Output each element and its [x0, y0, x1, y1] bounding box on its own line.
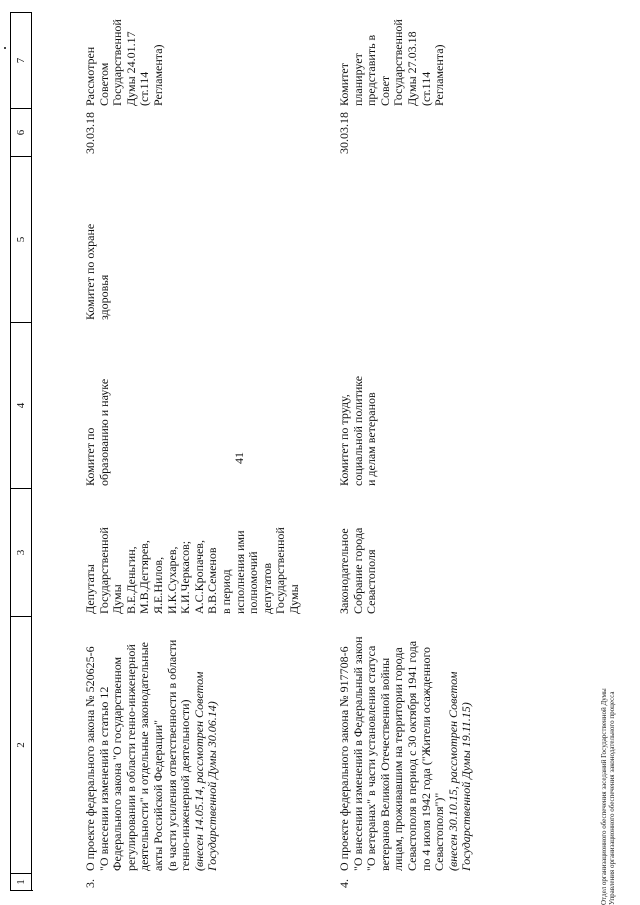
- date-text: 30.03.18: [337, 112, 351, 154]
- header-cell-2: 2: [11, 616, 32, 873]
- bill-note-line: (внесен 14.05.14, рассмотрен Советом: [191, 671, 206, 871]
- cell-committee: [84, 323, 302, 489]
- bill-title-line: О проекте федерального закона № 917708-6: [337, 646, 351, 871]
- bill-title-line: генно-инженерной деятельности): [178, 699, 193, 871]
- author-line: депутатов: [259, 562, 274, 614]
- cell-number: [338, 874, 474, 891]
- bill-title-line: Федерального закона "О государственном: [110, 656, 125, 871]
- author-line: Депутаты: [83, 564, 97, 614]
- author-line: Государственной: [96, 527, 111, 614]
- header-cell-4: 4: [11, 322, 32, 488]
- committee-line: образованию и науке: [96, 378, 111, 486]
- bill-title-line: деятельности" и отдельные законодательные: [137, 642, 152, 871]
- status-line: Советом: [96, 62, 111, 106]
- scan-dot: [4, 47, 6, 49]
- cell-status: [338, 13, 474, 109]
- footer-line: Отдел организационного обеспечения заседаний Государственной Думы: [600, 688, 608, 905]
- author-line: К.И.Черкасов;: [178, 540, 193, 614]
- page-number: 41: [232, 452, 246, 464]
- bill-note-line: Государственной Думы 30.06.14): [205, 701, 220, 871]
- header-cell-6: 6: [11, 108, 32, 156]
- committee-line: и делам ветеранов: [364, 392, 379, 486]
- co-committee-line: Комитет по охране: [83, 223, 97, 320]
- committee-line: Комитет по: [83, 427, 97, 486]
- table-row: [338, 13, 474, 891]
- committee-line: социальной политике: [350, 375, 365, 486]
- bill-note-line: (внесен 30.10.15, рассмотрен Советом: [445, 671, 460, 871]
- author-line: полномочий: [246, 551, 261, 614]
- bill-title-line: ветеранов Великой Отечественной войны: [377, 657, 392, 871]
- bill-title-line: О проекте федерального закона № 520625-6: [83, 646, 97, 871]
- status-line: (ст.114 Регламента): [137, 44, 165, 106]
- co-committee-line: здоровья: [96, 274, 111, 320]
- row-number-text: 3.: [83, 879, 97, 888]
- status-line: Думы 27.03.18: [404, 31, 419, 106]
- author-line: Думы: [286, 584, 301, 614]
- status-line: Комитет планирует: [337, 53, 365, 106]
- cell-bill-title: [84, 617, 302, 874]
- table-row: [84, 13, 302, 891]
- author-line: Собрание города: [350, 527, 365, 614]
- bill-title-line: лицам, проживавшим на территории города: [391, 647, 406, 871]
- row-number-text: 4.: [337, 879, 351, 888]
- date-text: 30.03.18: [83, 112, 97, 154]
- cell-committee: [338, 323, 474, 489]
- cell-bill-title: [338, 617, 474, 874]
- bill-note-line: Государственной Думы 19.11.15): [459, 702, 474, 871]
- cell-date: [84, 109, 302, 157]
- cell-author: [338, 489, 474, 617]
- header-cell-7: 7: [11, 12, 32, 108]
- author-line: Севастополя: [364, 549, 379, 614]
- bill-title-line: регулировании в области генно-инженерной: [123, 644, 138, 871]
- header-cell-3: 3: [11, 488, 32, 616]
- status-line: (ст.114 Регламента): [418, 44, 447, 106]
- author-line: А.С.Кропачев,: [191, 540, 206, 614]
- committee-line: Комитет по труду,: [337, 394, 351, 486]
- author-line: исполнения ими: [232, 530, 247, 614]
- bill-title-line: Севастополя")": [432, 792, 447, 871]
- cell-co-committee: [338, 157, 474, 323]
- bill-title-line: "О ветеранах" в части установления статуса: [364, 645, 379, 871]
- author-line: И.К.Сухарев,: [164, 546, 179, 614]
- status-line: Государственной: [110, 19, 125, 106]
- bill-title-line: "О внесении изменений в статью 12: [96, 686, 111, 871]
- author-line: Законодательное: [337, 528, 351, 614]
- author-line: М.В.Дегтярев,: [137, 540, 152, 614]
- bill-title-line: Севастополя в период с 30 октября 1941 года: [404, 640, 419, 871]
- cell-number: [84, 874, 302, 891]
- header-cell-5: 5: [11, 156, 32, 322]
- cell-date: [338, 109, 474, 157]
- bill-title-line: акты Российской Федерации": [150, 719, 165, 871]
- table-header: [10, 12, 33, 891]
- status-line: Рассмотрен: [83, 46, 97, 106]
- status-line: Думы 24.01.17: [123, 31, 138, 106]
- author-line: в период: [218, 569, 233, 614]
- cell-co-committee: [84, 157, 302, 323]
- bill-title-line: "О внесении изменений в Федеральный закон: [350, 636, 365, 871]
- bill-title-line: по 4 июля 1942 года ("Жители осажденного: [418, 646, 433, 871]
- status-line: Государственной: [391, 19, 406, 106]
- cell-author: [84, 489, 302, 617]
- bill-title-line: (в части усиления ответственности в области: [164, 639, 179, 871]
- author-line: Я.Е.Нилов,: [150, 556, 165, 614]
- footer-line: Управления организационного обеспечения законодательного процесса: [608, 691, 616, 905]
- header-cell-1: 1: [11, 873, 32, 890]
- cell-status: [84, 13, 302, 109]
- status-line: представить в Совет: [364, 34, 392, 106]
- footer: [600, 688, 616, 905]
- author-line: В.В.Семенов: [205, 547, 220, 614]
- author-line: Думы: [110, 584, 125, 614]
- author-line: Государственной: [273, 527, 288, 614]
- author-line: В.Е.Деньгин,: [123, 546, 138, 614]
